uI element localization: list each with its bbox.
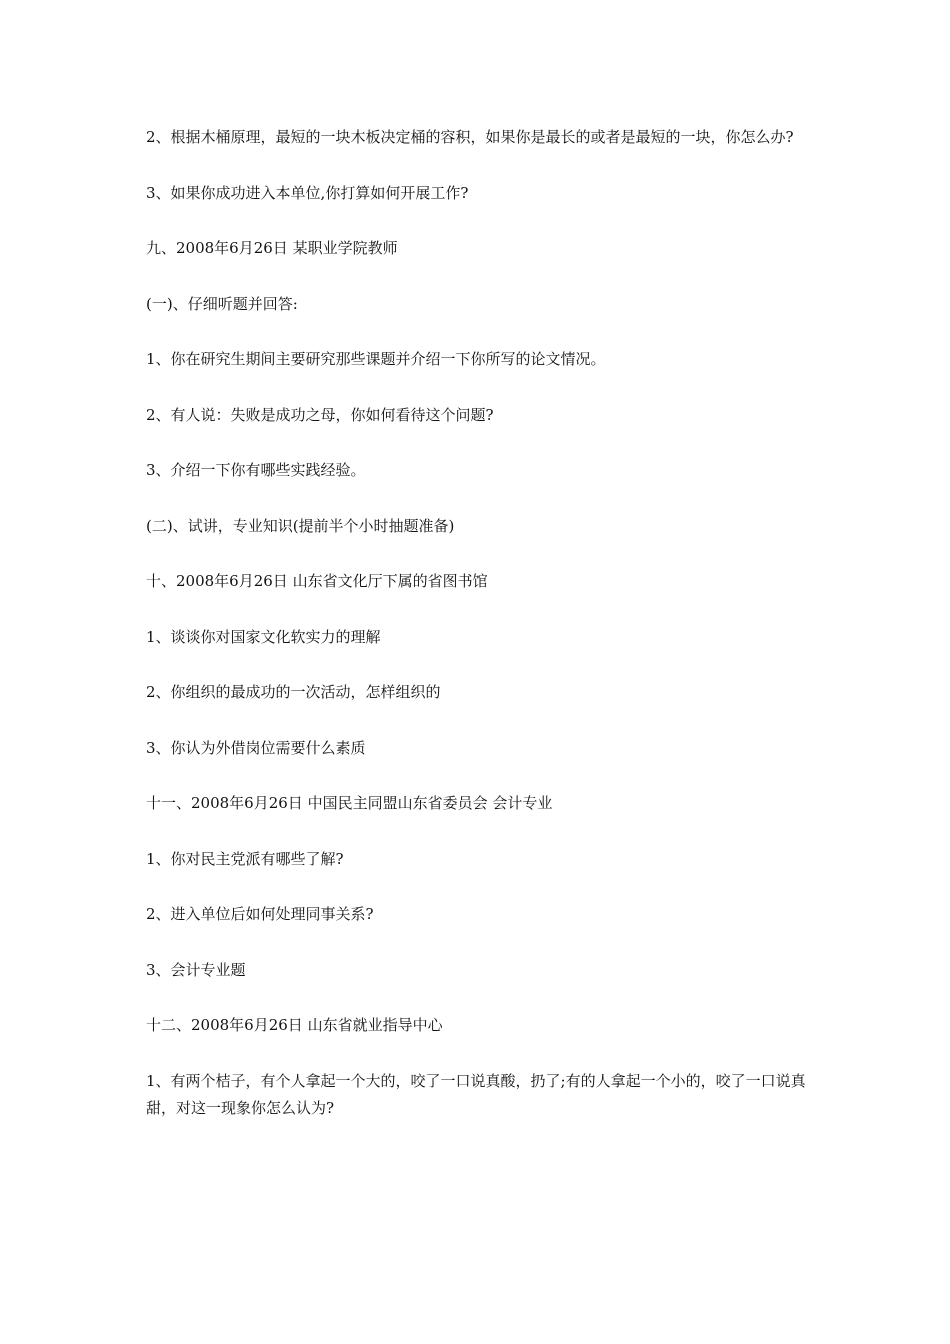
question-paragraph: 3、你认为外借岗位需要什么素质 xyxy=(146,738,366,757)
question-paragraph: 1、有两个桔子，有个人拿起一个大的，咬了一口说真酸，扔了;有的人拿起一个小的，咬了一口说真甜，对这一现象你怎么认为? xyxy=(146,1071,806,1117)
subsection-heading: (一)、仔细听题并回答: xyxy=(146,294,298,313)
question-paragraph: 2、有人说：失败是成功之母，你如何看待这个问题? xyxy=(146,405,494,424)
section-heading: 十二、2008年6月26日 山东省就业指导中心 xyxy=(146,1016,443,1034)
subsection-heading: (二)、试讲，专业知识(提前半个小时抽题准备) xyxy=(146,516,455,535)
question-paragraph: 3、如果你成功进入本单位,你打算如何开展工作? xyxy=(146,183,469,202)
question-paragraph: 1、你在研究生期间主要研究那些课题并介绍一下你所写的论文情况。 xyxy=(146,350,606,368)
section-heading: 十、2008年6月26日 山东省文化厅下属的省图书馆 xyxy=(146,572,488,590)
question-paragraph: 1、你对民主党派有哪些了解? xyxy=(146,849,344,868)
question-paragraph: 3、会计专业题 xyxy=(146,960,246,979)
question-paragraph: 3、介绍一下你有哪些实践经验。 xyxy=(146,461,366,479)
question-paragraph: 1、谈谈你对国家文化软实力的理解 xyxy=(146,627,381,646)
question-paragraph: 2、进入单位后如何处理同事关系? xyxy=(146,905,374,923)
question-paragraph: 2、根据木桶原理，最短的一块木板决定桶的容积，如果你是最长的或者是最短的一块，你怎么办? xyxy=(146,128,794,146)
section-heading: 九、2008年6月26日 某职业学院教师 xyxy=(146,239,398,257)
section-heading: 十一、2008年6月26日 中国民主同盟山东省委员会 会计专业 xyxy=(146,794,553,812)
question-paragraph: 2、你组织的最成功的一次活动，怎样组织的 xyxy=(146,683,441,701)
document-body xyxy=(146,124,826,1150)
